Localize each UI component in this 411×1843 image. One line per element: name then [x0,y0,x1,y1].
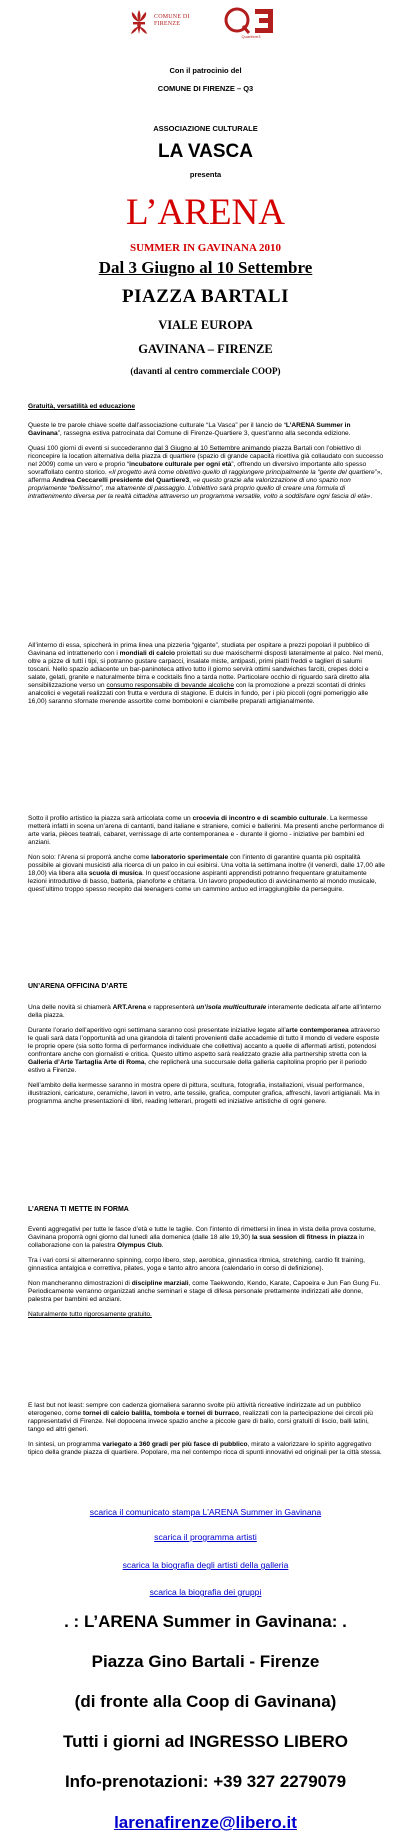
forma-paragraph-1: Eventi aggregativi per tutte le fasce d’età e tutte le taglie. Con l’intento di rimettersi in linea in vista della prova costume, Gavinana proporrà ogni giorno dal lunedì alla domenica (dalle 18 alle 19,30) la sua session di fitness in piazza in collaborazione con la palestra Olympus Club. [28,1226,376,1249]
comune-firenze-logo [128,8,224,40]
download-artist-program-link[interactable]: scarica il programma artisti [154,1532,257,1542]
intro-paragraph-1: Queste le tre parole chiave scelte dall’associazione culturale “La Vasca” per il lancio de “L’ARENA Summer in Gavinana”, rassegna estiva patrocinata dal Comune di Firenze-Quartiere 3, quest’anno alla seconda edizione. [28,422,351,437]
quartiere3-logo [223,6,283,42]
event-dates: Dal 3 Giugno al 10 Settembre [98,258,313,277]
forma-section [28,1226,385,1326]
logo-text-firenze: FIRENZE [154,21,181,27]
forma-paragraph-2: Tra i vari corsi si alterneranno spinning, corpo libero, step, aerobica, ginnastica ritmica, stretching, cardio fit training, ginnastica antalgica e correttiva, pilates, yoga e tanto altro ancora (calendario in corso di definizione). [28,1257,365,1272]
arts-paragraph-2: Non solo: l’Arena si proporrà anche come laboratorio sperimentale con l’intento di garantire quanta più ospitalità possibile ai giovani musicisti alla ricerca di un palco in cui esibirsi. Una volta la settimana inoltre (il venerdì, dalle 17,00 alle 18,00) via libera alla scuola di musica. In quest’occasione aspiranti apprendisti potranno frequentare gratuitamente lezioni introduttive di basso, batteria, pianoforte e chitarra. Un lavoro propedeutico di avvicinamento al mondo musicale, quest’ultimo troppo spesso recepito dai teenagers come un cammino arduo ed irraggiungibile da perseguire. [28,854,385,893]
event-subtitle: SUMMER IN GAVINANA 2010 [129,242,282,254]
intro-section [28,403,385,508]
closing-section [28,1402,385,1464]
q3-mark-icon [223,6,281,36]
footer-info-phone: Info-prenotazioni: +39 327 2279079 [64,1772,347,1791]
arts-paragraph-1: Sotto il profilo artistico la piazza sarà articolata come un crocevia di incontro e di scambio culturale. La kermesse metterà infatti in scena un’arena di cantanti, band italiane e straniere, comici e ballerini. Ma presenti anche performance di arte varia, pièces teatrali, cabaret, vernissage di arte contemporanea e - durante il giorno - iniziative per bambini ed anziani. [28,815,384,846]
closing-paragraph-2: In sintesi, un programma variegato a 360 gradi per più fasce di pubblico, mirato a valorizzare lo spirito aggregativo tipico della grande piazza di quartiere. Popolare, ma nel contempo ricca di spunti innovativi ed originali per la città stessa. [28,1441,382,1456]
presenta-label: presenta [189,170,222,179]
patronage-line-1: Con il patrocinio del [169,66,242,75]
officina-paragraph-1: Una delle novità si chiamerà ART.Arena e rappresenterà un’isola multiculturale interamente dedicata all’arte all’interno della piazza. [28,1004,381,1019]
footer-email-link[interactable]: larenafirenze@libero.it [114,1813,297,1832]
officina-paragraph-2: Durante l’orario dell’aperitivo ogni settimana saranno così presentate iniziative legate all’arte contemporanea attraverso le quali sarà data l’opportunità ad una girandola di talenti provenienti dalle accademie di tutto il mondo di vedere esposte le proprie opere (sia sotto forma di performance individuale che collettiva) accanto a quelle di affermati artisti, potendosi confrontare anche con giornalisti e critica. Questo ultimo aspetto sarà realizzato grazie alla partnership stretta con la Galleria d’Arte Tartaglia Arte di Roma, che replicherà una succursale della galleria capitolina proprio per il periodo estivo a Firenze. [28,1027,380,1074]
intro-heading: Gratuità, versatilità ed educazione [28,403,136,410]
officina-section [28,1004,385,1113]
footer-location-note: (di fronte alla Coop di Gavinana) [74,1692,337,1711]
food-section [28,642,385,713]
event-place: PIAZZA BARTALI [122,286,289,307]
download-group-bios-link[interactable]: scarica la biografia dei gruppi [149,1587,262,1597]
footer-free-entry: Tutti i giorni ad INGRESSO LIBERO [63,1732,348,1751]
download-gallery-bios-link[interactable]: scarica la biografia degli artisti della galleria [122,1560,289,1570]
closing-paragraph-1: E last but not least: sempre con cadenza giornaliera saranno svolte più attività ricreative indirizzate ad un pubblico eterogeneo, come tornei di calcio balilla, tombola e tornei di burraco, realizzati con la partecipazione dei circoli più rappresentativi di Firenze. Nel dopocena invece spazio anche a piccole gare di ballo, corsi gratuiti di liscio, balli latini, tango ed altri generi. [28,1402,373,1433]
header-logos [0,4,411,44]
event-street: VIALE EUROPA [158,318,253,332]
officina-paragraph-3: Nell’ambito della kermesse saranno in mostra opere di pittura, scultura, fotografia, installazioni, visual performance, illustrazioni, caricature, ceramiche, lavori in vetro, arte tessile, grafica, computer grafica, affreschi, lavori artigianali. Ma in programma anche presentazioni di libri, reading letterari, progetti ed iniziative artistiche di ogni genere. [28,1082,380,1105]
intro-paragraph-2: Quasi 100 giorni di eventi si succederanno dal 3 Giugno al 10 Settembre animando piazza Bartali con l’obiettivo di riconcepire la location alternativa della piazza di quartiere (spazio di grande capacità ricettiva già collaudato con successo nel 2009) come un vero e proprio “incubatore culturale per ogni età”, offrendo un diversivo importante allo spesso sovraffollato centro storico. «Il progetto avrà come obiettivo quello di raggiungere principalmente la “gente del quartiere”», afferma Andrea Ceccarelli presidente del Quartiere3, «e questo grazie alla valorizzazione di uno spazio non propriamente “bellissimo”, ma altamente di passaggio. L’obiettivo sarà proprio quello di creare una formula di intrattenimento diversa per la realtà cittadina attraverso un programma versatile, volto a soddisfare ogni fascia di età». [28,445,384,500]
event-title: L’ARENA [126,192,285,233]
event-location-note: (davanti al centro commerciale COOP) [130,366,281,376]
association-label: ASSOCIAZIONE CULTURALE [153,124,258,133]
food-paragraph: All’interno di essa, spiccherà in prima linea una pizzeria “gigante”, studiata per ospitare a prezzi popolari il pubblico di Gavinana ed intrattenerlo con i mondiali di calcio proiettati su due maxischermi disposti lateralmente al palco. Nel menù, oltre a pizze di tutti i tipi, si potranno gustare carpacci, insalate miste, antipasti, primi piatti freddi e taglieri di salumi toscani. Nello spazio adiacente un bar-paninoteca attivo tutto il giorno servirà ottimi sandwiches farciti, crepes dolci e salate, gelati, granite e naturalmente birra e cocktails fino a tarda notte. Particolare occhio di riguardo sarà diretto alla sensibilizzazione verso un consumo responsabile di bevande alcoliche con la promozione a prezzi scontati di drinks analcolici e vegetali realizzati con frutta e verdura di stagione. E dulcis in fundo, per i più piccoli (ogni pomeriggio alle 16,00) saranno sfornate merende assortite come bomboloni e ciambelle preparati artigianalmente. [28,642,384,705]
patronage-line-2: COMUNE DI FIRENZE – Q3 [157,84,254,93]
arts-section [28,815,385,901]
forma-paragraph-4: Naturalmente tutto rigorosamente gratuito. [28,1311,152,1318]
forma-paragraph-3: Non mancheranno dimostrazioni di discipline marziali, come Taekwondo, Kendo, Karate, Capoeira e Jun Fan Gung Fu. Periodicamente verranno organizzati anche seminari e stage di difesa personale prettamente indirizzati alle donne, palestra per bambini ed anziani. [28,1280,381,1303]
association-name: LA VASCA [158,141,253,162]
quartiere3-label: Quartiere3 [241,34,261,39]
event-city: GAVINANA – FIRENZE [138,342,273,356]
download-press-release-link[interactable]: scarica il comunicato stampa L'ARENA Summer in Gavinana [89,1507,322,1517]
officina-title: UN’ARENA OFFICINA D’ARTE [28,983,128,990]
footer-place: Piazza Gino Bartali - Firenze [91,1652,320,1671]
footer-event-name: . : L’ARENA Summer in Gavinana: . [64,1612,347,1631]
forma-title: L’ARENA TI METTE IN FORMA [28,1206,129,1213]
florence-lily-icon [128,8,150,36]
logo-text-comune: COMUNE DI [154,14,190,20]
